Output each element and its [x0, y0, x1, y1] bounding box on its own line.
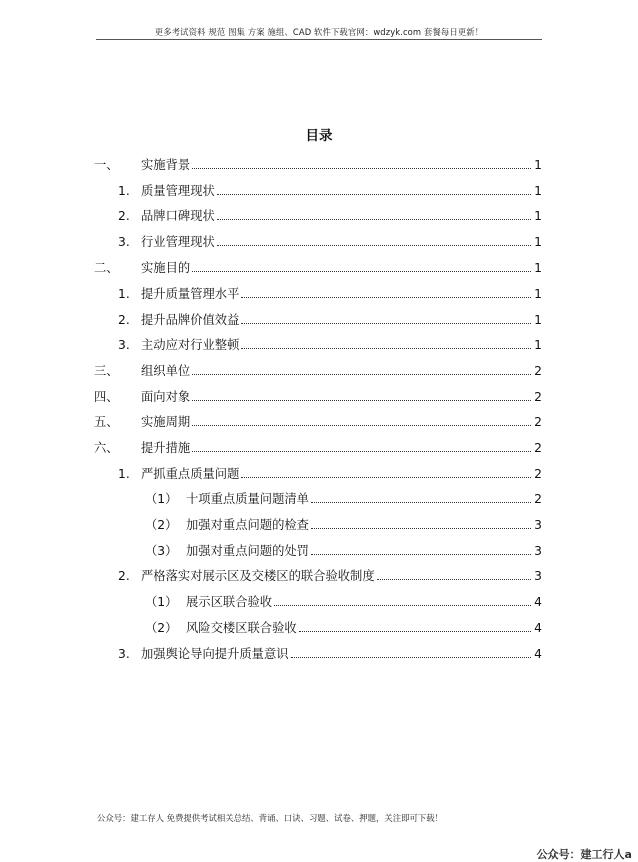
- toc-entry-number: 2.: [118, 569, 130, 583]
- toc-entry-label: 实施目的: [141, 261, 191, 275]
- toc-entry-label: 风险交楼区联合验收: [186, 621, 297, 635]
- toc-entry-number: 3.: [118, 647, 130, 661]
- toc-entry-number: 三、: [94, 364, 119, 378]
- toc-leader-dots: [192, 424, 531, 426]
- toc-leader-dots: [241, 347, 531, 349]
- toc-leader-dots: [311, 553, 531, 555]
- toc-entry-label: 加强舆论导向提升质量意识: [141, 647, 289, 661]
- toc-leader-dots: [311, 501, 531, 503]
- toc-page-number: 2: [534, 415, 542, 429]
- toc-page-number: 4: [534, 621, 542, 635]
- toc-leader-dots: [192, 373, 531, 375]
- toc-entry[interactable]: [145, 491, 542, 507]
- toc-entry-label: 严抓重点质量问题: [141, 467, 240, 481]
- toc-entry[interactable]: [94, 389, 542, 405]
- toc-page-number: 4: [534, 647, 542, 661]
- toc-entry[interactable]: [118, 466, 542, 482]
- toc-leader-dots: [377, 578, 532, 580]
- toc-leader-dots: [192, 167, 531, 169]
- page-header-text: 更多考试资料 规范 图集 方案 施组、CAD 软件下载官网：wdzyk.com 套餐每日更新！: [154, 27, 484, 37]
- toc-entry-number: 五、: [94, 415, 119, 429]
- toc-entry[interactable]: [145, 594, 542, 610]
- toc-entry-label: 实施周期: [141, 415, 191, 429]
- toc-page-number: 2: [534, 364, 542, 378]
- toc-page-number: 3: [534, 544, 542, 558]
- toc-entry-number: （1）: [145, 492, 178, 506]
- toc-entry[interactable]: [118, 337, 542, 353]
- toc-entry-label: 主动应对行业整顿: [141, 338, 240, 352]
- toc-leader-dots: [217, 244, 531, 246]
- toc-entry[interactable]: [145, 517, 542, 533]
- toc-entry-label: 严格落实对展示区及交楼区的联合验收制度: [141, 569, 375, 583]
- toc-leader-dots: [192, 270, 531, 272]
- toc-entry-number: （2）: [145, 518, 178, 532]
- toc-leader-dots: [192, 399, 531, 401]
- toc-entry-number: 3.: [118, 338, 130, 352]
- toc-entry-number: 四、: [94, 390, 119, 404]
- toc-entry-number: （2）: [145, 621, 178, 635]
- page-footer-text: 公众号：建工存人 免费提供考试相关总结、背诵、口诀、习题、试卷、押题，关注即可下载！: [97, 813, 444, 823]
- watermark-text: 公众号：建工行人a: [536, 848, 632, 861]
- toc-entry[interactable]: [94, 260, 542, 276]
- toc-entry[interactable]: [145, 620, 542, 636]
- toc-page-number: 1: [534, 287, 542, 301]
- toc-entry-number: 1.: [118, 287, 130, 301]
- toc-entry[interactable]: [118, 312, 542, 328]
- toc-leader-dots: [241, 476, 531, 478]
- toc-entry[interactable]: [118, 568, 542, 584]
- toc-entry-label: 提升品牌价值效益: [141, 313, 240, 327]
- toc-page-number: 1: [534, 209, 542, 223]
- toc-entry-number: 1.: [118, 184, 130, 198]
- toc-entry-number: 2.: [118, 313, 130, 327]
- toc-page-number: 3: [534, 569, 542, 583]
- toc-leader-dots: [192, 450, 531, 452]
- toc-entry-label: 提升措施: [141, 441, 191, 455]
- toc-entry[interactable]: [94, 440, 542, 456]
- toc-leader-dots: [241, 296, 531, 298]
- toc-entry-number: 2.: [118, 209, 130, 223]
- toc-leader-dots: [299, 630, 531, 632]
- toc-entry[interactable]: [118, 646, 542, 662]
- toc-entry[interactable]: [145, 543, 542, 559]
- toc-entry-label: 行业管理现状: [141, 235, 215, 249]
- toc-entry-label: 面向对象: [141, 390, 191, 404]
- toc-leader-dots: [274, 604, 531, 606]
- toc-entry-label: 展示区联合验收: [186, 595, 273, 609]
- toc-entry-number: 1.: [118, 467, 130, 481]
- toc-leader-dots: [311, 527, 531, 529]
- toc-entry-label: 品牌口碑现状: [141, 209, 215, 223]
- toc-entry[interactable]: [118, 234, 542, 250]
- toc-page-number: 2: [534, 492, 542, 506]
- toc-entry-number: （1）: [145, 595, 178, 609]
- toc-page-number: 2: [534, 441, 542, 455]
- toc-page-number: 1: [534, 313, 542, 327]
- toc-entry-label: 加强对重点问题的检查: [186, 518, 309, 532]
- toc-entry-number: 二、: [94, 261, 119, 275]
- toc-entry-number: 一、: [94, 158, 119, 172]
- toc-entry[interactable]: [118, 208, 542, 224]
- toc-title: 目录: [305, 128, 333, 144]
- toc-leader-dots: [241, 322, 531, 324]
- toc-page-number: 3: [534, 518, 542, 532]
- toc-entry-number: 3.: [118, 235, 130, 249]
- toc-entry-number: （3）: [145, 544, 178, 558]
- toc-page-number: 1: [534, 261, 542, 275]
- toc-entry[interactable]: [94, 414, 542, 430]
- toc-entry-label: 加强对重点问题的处罚: [186, 544, 309, 558]
- toc-entry-label: 实施背景: [141, 158, 191, 172]
- toc-leader-dots: [291, 656, 532, 658]
- toc-entry-number: 六、: [94, 441, 119, 455]
- toc-page-number: 2: [534, 390, 542, 404]
- toc-entry-label: 组织单位: [141, 364, 191, 378]
- toc-leader-dots: [217, 193, 531, 195]
- toc-page-number: 1: [534, 338, 542, 352]
- toc-page-number: 1: [534, 184, 542, 198]
- toc-page-number: 1: [534, 235, 542, 249]
- toc-entry-label: 提升质量管理水平: [141, 287, 240, 301]
- toc-entry-label: 质量管理现状: [141, 184, 215, 198]
- toc-page-number: 4: [534, 595, 542, 609]
- toc-entry[interactable]: [94, 157, 542, 173]
- toc-entry[interactable]: [94, 363, 542, 379]
- toc-leader-dots: [217, 218, 531, 220]
- toc-entry[interactable]: [118, 183, 542, 199]
- toc-page-number: 2: [534, 467, 542, 481]
- toc-page-number: 1: [534, 158, 542, 172]
- toc-entry[interactable]: [118, 286, 542, 302]
- toc-entry-label: 十项重点质量问题清单: [186, 492, 309, 506]
